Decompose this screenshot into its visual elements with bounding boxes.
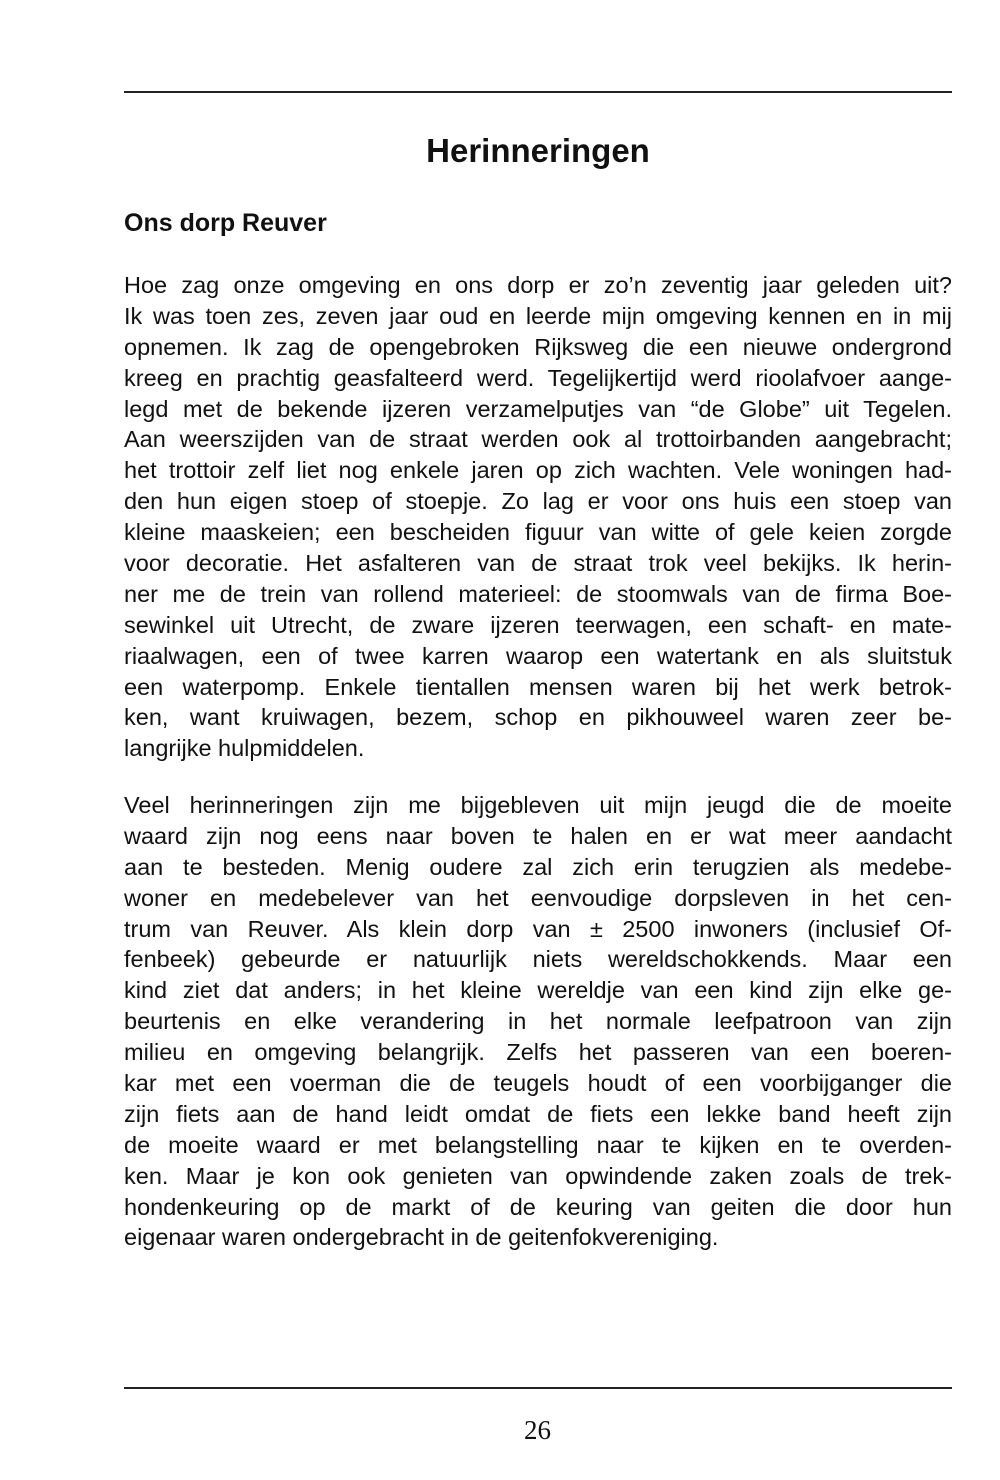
top-rule — [124, 91, 952, 93]
paragraph-1 — [124, 270, 952, 764]
text-line: opnemen. Ik zag de opengebroken Rijksweg die een nieuwe ondergrond — [124, 333, 952, 360]
section-heading: Ons dorp Reuver — [124, 209, 327, 237]
text-line: ner me de trein van rollend materieel: de stoomwals van de firma Boe- — [124, 580, 952, 607]
text-line: sewinkel uit Utrecht, de zware ijzeren teerwagen, een schaft- en mate- — [124, 611, 952, 638]
text-line: de moeite waard er met belangstelling naar te kijken en te overden- — [124, 1131, 952, 1158]
paragraph-2 — [124, 790, 952, 1253]
text-line: waard zijn nog eens naar boven te halen en er wat meer aandacht — [124, 822, 952, 849]
text-line: hondenkeuring op de markt of de keuring van geiten die door hun — [124, 1193, 952, 1220]
text-line: Aan weerszijden van de straat werden ook al trottoirbanden aangebracht; — [124, 426, 952, 453]
text-line: Veel herinneringen zijn me bijgebleven uit mijn jeugd die de moeite — [124, 792, 952, 818]
page-title: Herinneringen — [426, 132, 650, 169]
text-line: trum van Reuver. Als klein dorp van ± 2500 inwoners (inclusief Of- — [124, 915, 952, 942]
text-line: kreeg en prachtig geasfalteerd werd. Tegelijkertijd werd rioolafvoer aange- — [124, 364, 952, 391]
text-line: Ik was toen zes, zeven jaar oud en leerde mijn omgeving kennen en in mij — [124, 302, 952, 329]
text-line: Hoe zag onze omgeving en ons dorp er zo’n zeventig jaar geleden uit? — [124, 272, 952, 298]
text-line: kleine maaskeien; een bescheiden figuur van witte of gele keien zorgde — [124, 519, 952, 546]
text-line: milieu en omgeving belangrijk. Zelfs het passeren van een boeren- — [124, 1039, 952, 1066]
text-line: ken, want kruiwagen, bezem, schop en pikhouweel waren zeer be- — [124, 704, 952, 731]
page-number: 26 — [524, 1415, 551, 1445]
text-line: voor decoratie. Het asfalteren van de straat trok veel bekijks. Ik herin- — [124, 550, 952, 577]
bottom-rule — [124, 1387, 952, 1389]
text-line: kar met een voerman die de teugels houdt of een voorbijganger die — [124, 1070, 952, 1097]
text-line: eigenaar waren ondergebracht in de geitenfokvereniging. — [124, 1224, 719, 1251]
text-line: legd met de bekende ijzeren verzamelputjes van “de Globe” uit Tegelen. — [124, 395, 952, 422]
text-line: langrijke hulpmiddelen. — [124, 735, 365, 762]
text-line: het trottoir zelf liet nog enkele jaren op zich wachten. Vele woningen had- — [124, 457, 952, 484]
text-line: een waterpomp. Enkele tientallen mensen waren bij het werk betrok- — [124, 673, 952, 700]
text-line: beurtenis en elke verandering in het normale leefpatroon van zijn — [124, 1008, 952, 1035]
text-line: den hun eigen stoep of stoepje. Zo lag er voor ons huis een stoep van — [124, 488, 952, 515]
text-line: woner en medebelever van het eenvoudige dorpsleven in het cen- — [124, 884, 952, 911]
text-line: riaalwagen, een of twee karren waarop een watertank en als sluitstuk — [124, 642, 952, 669]
text-line: ken. Maar je kon ook genieten van opwindende zaken zoals de trek- — [124, 1162, 952, 1189]
text-line: kind ziet dat anders; in het kleine wereldje van een kind zijn elke ge- — [124, 977, 952, 1004]
text-line: fenbeek) gebeurde er natuurlijk niets wereldschokkends. Maar een — [124, 946, 952, 973]
text-line: zijn fiets aan de hand leidt omdat de fiets een lekke band heeft zijn — [124, 1100, 952, 1127]
text-line: aan te besteden. Menig oudere zal zich erin terugzien als medebe- — [124, 853, 952, 880]
